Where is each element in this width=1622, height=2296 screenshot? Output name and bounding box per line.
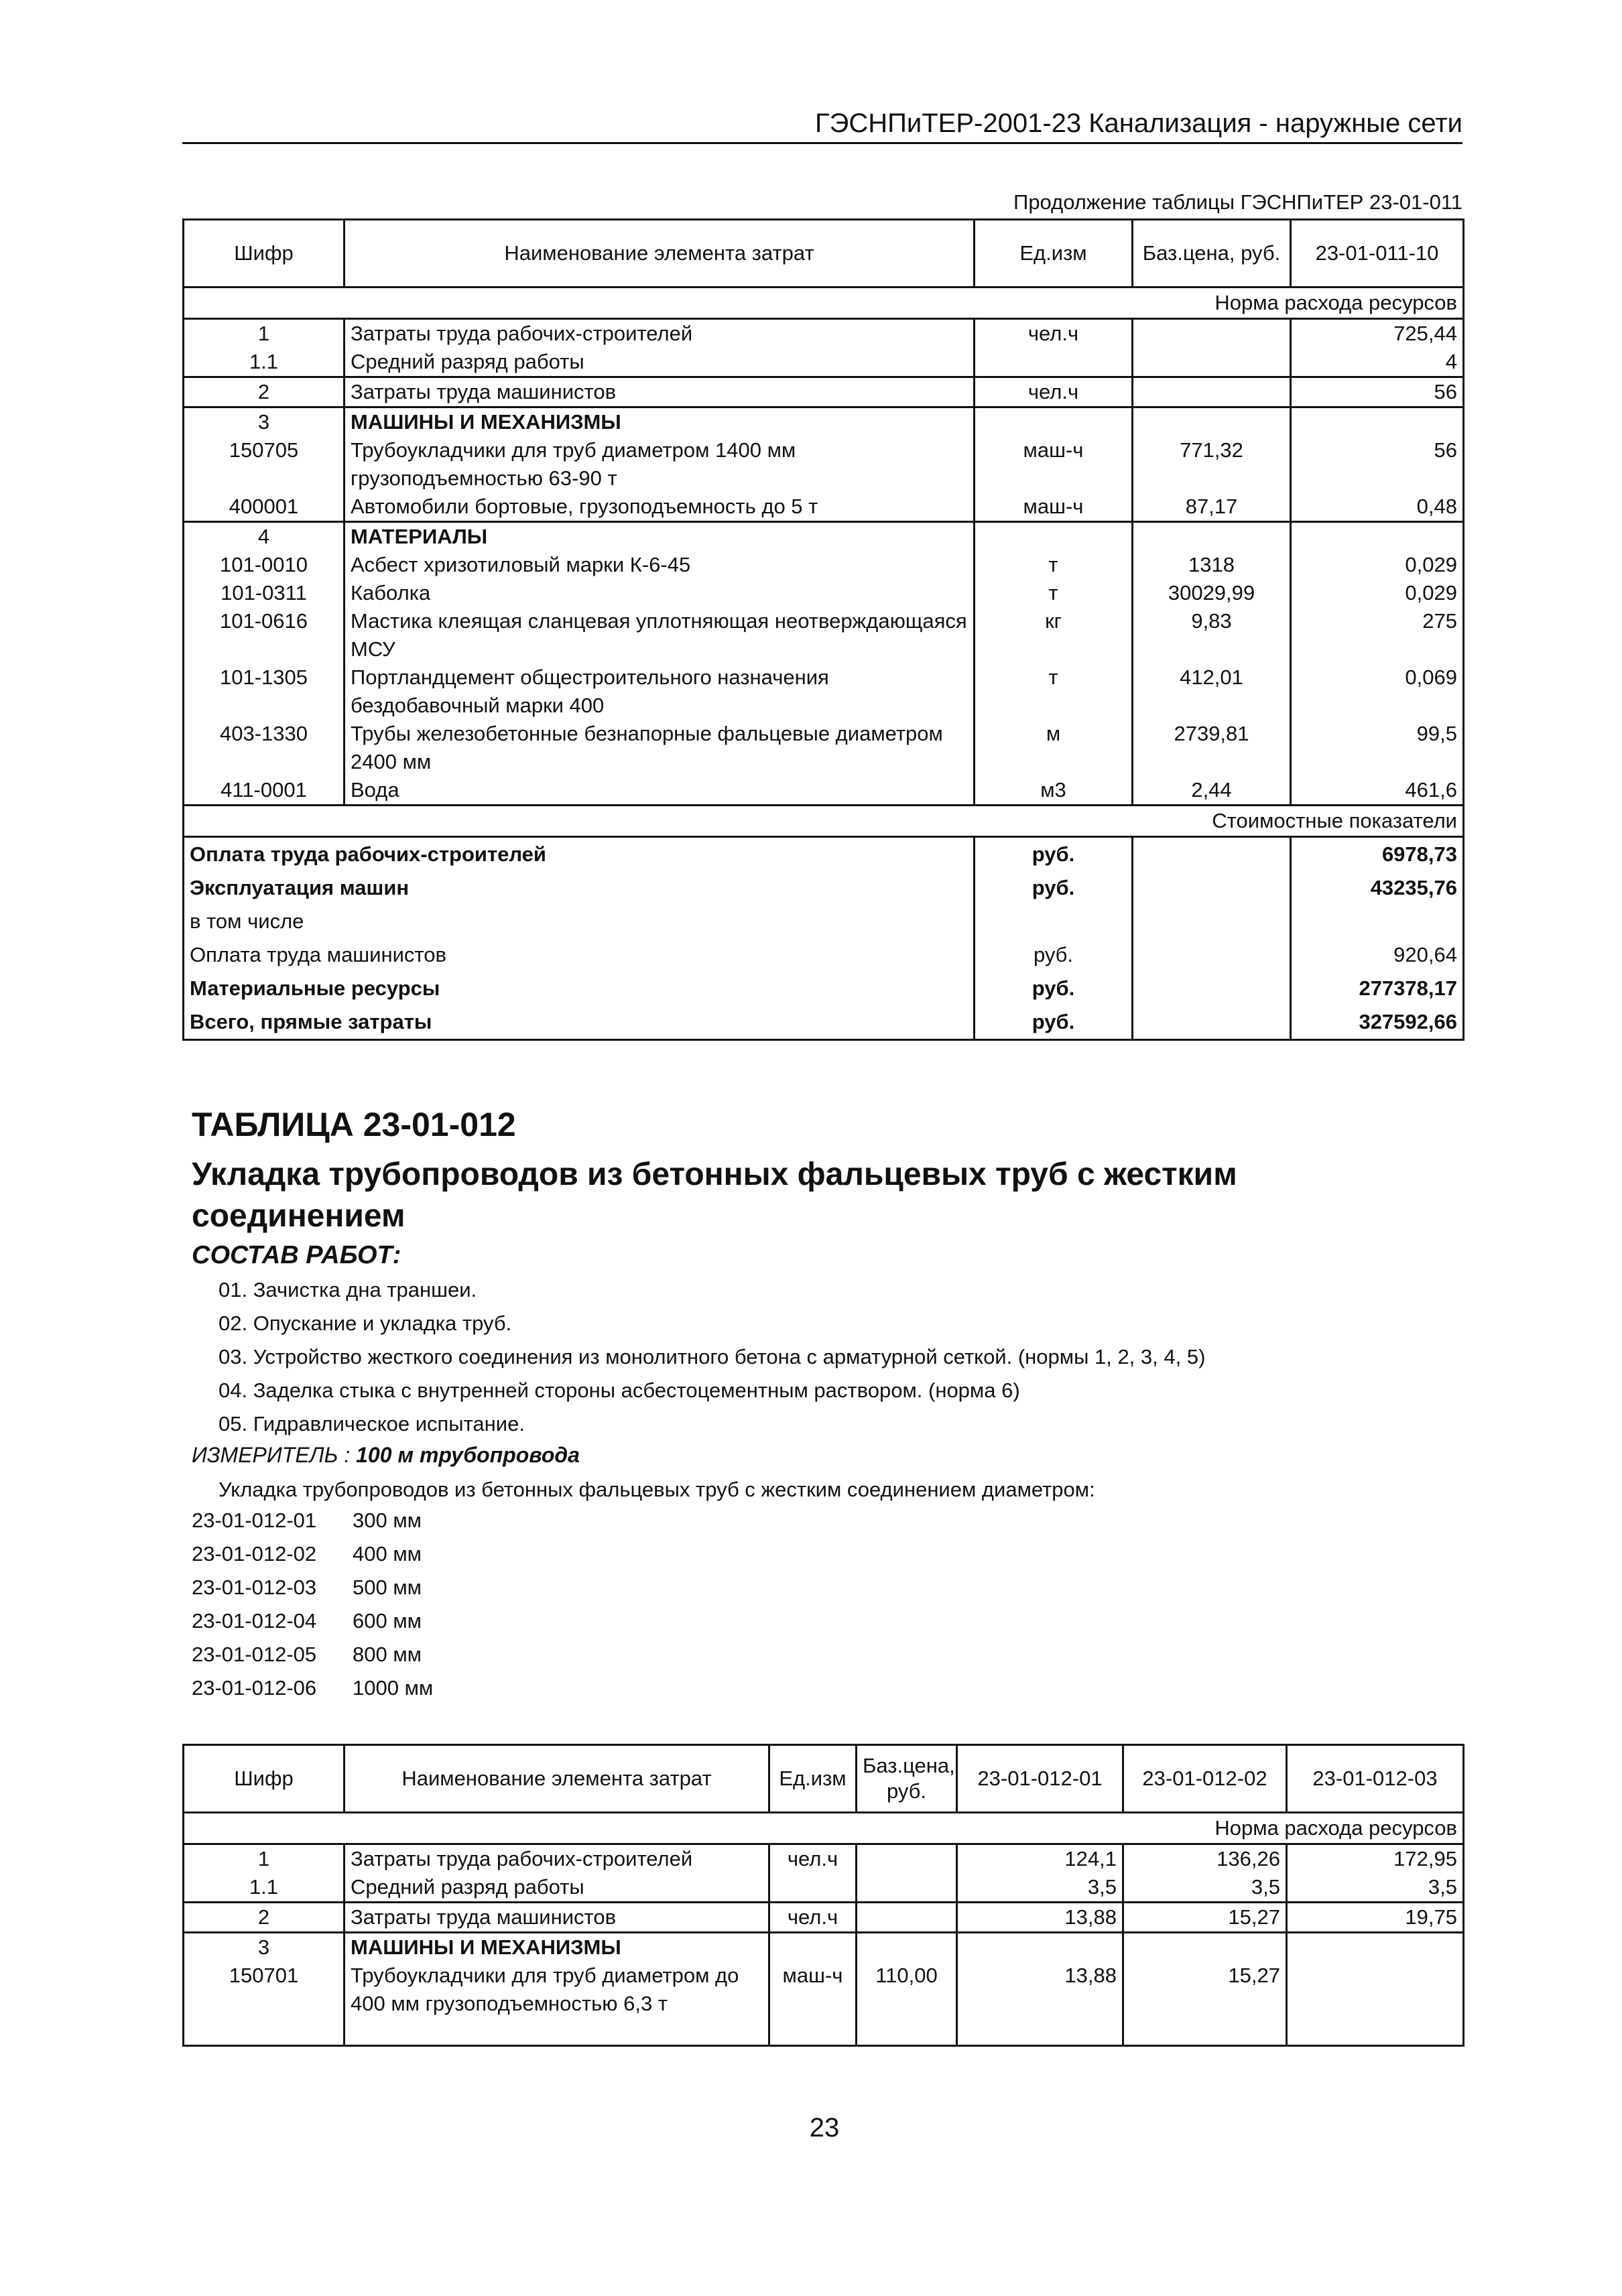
cell-name: Затраты труда рабочих-строителей	[345, 1844, 769, 1874]
cell-unit: чел.ч	[975, 319, 1133, 348]
cell-code: 3	[184, 407, 345, 437]
norm-code: 23-01-012-03	[192, 1576, 317, 1599]
total-name: Оплата труда машинистов	[184, 938, 975, 972]
total-row	[184, 837, 1464, 872]
cell-name: Портландцемент общестроительного назначения бездобавочный марки 400	[345, 663, 975, 720]
cell-code: 150701	[184, 1962, 345, 2018]
cell-unit	[975, 407, 1133, 437]
diameter-value: 400 мм	[353, 1542, 422, 1566]
cell-code: 411-0001	[184, 776, 345, 806]
section-subtitle: Укладка трубопроводов из бетонных фальцевых труб с жестким соединением	[192, 1157, 1237, 1234]
diameter-value: 800 мм	[353, 1643, 422, 1666]
cell-value	[1287, 1962, 1464, 2018]
column-header-unit: Ед.изм	[769, 1745, 857, 1813]
cell-code: 1.1	[184, 1873, 345, 1903]
column-header-norm-2: 23-01-012-02	[1123, 1745, 1287, 1813]
total-unit: руб.	[975, 871, 1133, 905]
cell-code: 101-0311	[184, 579, 345, 607]
norm-label: Норма расхода ресурсов	[184, 288, 1464, 319]
cell-price	[857, 1844, 957, 1874]
cell-name: Трубоукладчики для труб диаметром 1400 мм грузоподъемностью 63-90 т	[345, 436, 975, 493]
column-header-unit: Ед.изм	[975, 220, 1133, 288]
cell-unit: чел.ч	[769, 1844, 857, 1874]
cell-value: 3,5	[1123, 1873, 1287, 1903]
list-item	[192, 1504, 433, 1537]
total-row	[184, 905, 1464, 938]
table-row	[184, 1844, 1464, 1874]
total-name: Эксплуатация машин	[184, 871, 975, 905]
cell-name: Трубоукладчики для труб диаметром до 400 мм грузоподъемностью 6,3 т	[345, 1962, 769, 2018]
total-name: Всего, прямые затраты	[184, 1005, 975, 1040]
total-value: 277378,17	[1291, 972, 1464, 1005]
page-header: ГЭСНПиТЕР-2001-23 Канализация - наружные сети	[182, 105, 1462, 144]
list-item: 04. Заделка стыка с внутренней стороны асбестоцементным раствором. (норма 6)	[219, 1379, 1020, 1402]
column-header-norm-1: 23-01-012-01	[957, 1745, 1123, 1813]
cell-unit: т	[975, 551, 1133, 579]
column-header-name: Наименование элемента затрат	[345, 220, 975, 288]
cell-price: 2739,81	[1133, 720, 1291, 776]
cell-price: 1318	[1133, 551, 1291, 579]
diameter-value: 500 мм	[353, 1576, 422, 1599]
cell-unit: м3	[975, 776, 1133, 806]
column-header-norm-code: 23-01-011-10	[1291, 220, 1464, 288]
cell-value: 3,5	[957, 1873, 1123, 1903]
cell-unit: маш-ч	[975, 493, 1133, 522]
cell-price	[1133, 348, 1291, 377]
cell-value: 0,029	[1291, 551, 1464, 579]
total-name: Оплата труда рабочих-строителей	[184, 837, 975, 872]
table-row	[184, 1933, 1464, 1962]
cell-unit	[975, 348, 1133, 377]
cell-name: Асбест хризотиловый марки К-6-45	[345, 551, 975, 579]
list-item	[192, 1638, 433, 1671]
measure-value: 100 м трубопровода	[356, 1443, 580, 1467]
list-item	[192, 1604, 433, 1638]
cell-code: 3	[184, 1933, 345, 1962]
cell-name: Средний разряд работы	[345, 1873, 769, 1903]
cell-value: 275	[1291, 607, 1464, 663]
cell-value	[1291, 522, 1464, 552]
cell-price: 30029,99	[1133, 579, 1291, 607]
cell-name: МАТЕРИАЛЫ	[345, 522, 975, 552]
norm-code: 23-01-012-06	[192, 1676, 317, 1700]
total-row	[184, 938, 1464, 972]
table-row	[184, 348, 1464, 377]
total-name: Материальные ресурсы	[184, 972, 975, 1005]
cell-unit: маш-ч	[769, 1962, 857, 2018]
list-item	[192, 1537, 433, 1571]
diameter-value: 600 мм	[353, 1609, 422, 1633]
cell-value: 4	[1291, 348, 1464, 377]
cell-unit	[769, 1933, 857, 1962]
list-item: 03. Устройство жесткого соединения из монолитного бетона с арматурной сеткой. (нормы 1, 2, 3, 4, 5)	[219, 1345, 1206, 1368]
total-price	[1133, 871, 1291, 905]
cell-name: Мастика клеящая сланцевая уплотняющая неотверждающаяся МСУ	[345, 607, 975, 663]
work-list	[219, 1273, 1205, 1441]
cell-code: 101-1305	[184, 663, 345, 720]
cell-value: 124,1	[957, 1844, 1123, 1874]
cell-name: Каболка	[345, 579, 975, 607]
norm-code: 23-01-012-01	[192, 1509, 317, 1532]
total-unit: руб.	[975, 938, 1133, 972]
cell-price: 87,17	[1133, 493, 1291, 522]
cell-unit	[769, 1873, 857, 1903]
total-unit: руб.	[975, 1005, 1133, 1040]
resource-table-1	[182, 218, 1464, 1041]
cell-value: 13,88	[957, 1962, 1123, 2018]
cell-value: 13,88	[957, 1903, 1123, 1933]
cell-price	[1133, 319, 1291, 348]
cell-unit: т	[975, 663, 1133, 720]
table-row	[184, 493, 1464, 522]
cell-value: 136,26	[1123, 1844, 1287, 1874]
table-row	[184, 319, 1464, 348]
filler-cell	[1123, 2018, 1287, 2046]
column-header-code: Шифр	[184, 220, 345, 288]
table-header-row	[184, 220, 1464, 288]
measure-label: ИЗМЕРИТЕЛЬ :	[192, 1443, 351, 1467]
cell-code: 4	[184, 522, 345, 552]
filler-cell	[857, 2018, 957, 2046]
total-price	[1133, 905, 1291, 938]
cell-price	[1133, 407, 1291, 437]
cell-value: 99,5	[1291, 720, 1464, 776]
norm-code: 23-01-012-04	[192, 1609, 317, 1633]
total-row	[184, 1005, 1464, 1040]
column-header-name: Наименование элемента затрат	[345, 1745, 769, 1813]
cell-unit: чел.ч	[975, 377, 1133, 407]
cell-price: 110,00	[857, 1962, 957, 2018]
cell-code: 400001	[184, 493, 345, 522]
diameter-value: 1000 мм	[353, 1676, 434, 1700]
norm-code: 23-01-012-02	[192, 1542, 317, 1566]
table-row	[184, 436, 1464, 493]
total-value: 327592,66	[1291, 1005, 1464, 1040]
cell-value: 461,6	[1291, 776, 1464, 806]
total-price	[1133, 938, 1291, 972]
cell-name: МАШИНЫ И МЕХАНИЗМЫ	[345, 1933, 769, 1962]
cell-unit: т	[975, 579, 1133, 607]
filler-cell	[769, 2018, 857, 2046]
cell-price	[1133, 377, 1291, 407]
work-composition-label: СОСТАВ РАБОТ:	[192, 1241, 401, 1269]
diameter-value: 300 мм	[353, 1509, 422, 1532]
cell-value: 0,029	[1291, 579, 1464, 607]
filler-cell	[184, 2018, 345, 2046]
table-row	[184, 522, 1464, 552]
total-value: 920,64	[1291, 938, 1464, 972]
table-row	[184, 663, 1464, 720]
cell-value	[1291, 407, 1464, 437]
table-continuation-caption: Продолжение таблицы ГЭСНПиТЕР 23-01-011	[1013, 190, 1462, 214]
resource-table-2	[182, 1744, 1464, 2047]
column-header-norm-3: 23-01-012-03	[1287, 1745, 1464, 1813]
total-price	[1133, 837, 1291, 872]
total-unit: руб.	[975, 972, 1133, 1005]
cell-price: 771,32	[1133, 436, 1291, 493]
cell-unit: маш-ч	[975, 436, 1133, 493]
total-value	[1291, 905, 1464, 938]
measure-line	[192, 1438, 580, 1472]
cell-unit: чел.ч	[769, 1903, 857, 1933]
cell-price: 9,83	[1133, 607, 1291, 663]
column-header-code: Шифр	[184, 1745, 345, 1813]
diameter-code-list	[192, 1504, 433, 1705]
cell-value	[1123, 1933, 1287, 1962]
filler-cell	[1287, 2018, 1464, 2046]
total-unit	[975, 905, 1133, 938]
cell-value: 15,27	[1123, 1962, 1287, 2018]
total-price	[1133, 972, 1291, 1005]
table-row	[184, 407, 1464, 437]
cell-name: МАШИНЫ И МЕХАНИЗМЫ	[345, 407, 975, 437]
table-row	[184, 579, 1464, 607]
cell-value	[1287, 1933, 1464, 1962]
cell-code: 1.1	[184, 348, 345, 377]
cell-price: 412,01	[1133, 663, 1291, 720]
table-row	[184, 1962, 1464, 2018]
table-row	[184, 776, 1464, 806]
cell-unit: кг	[975, 607, 1133, 663]
cell-value: 19,75	[1287, 1903, 1464, 1933]
norm-code: 23-01-012-05	[192, 1643, 317, 1666]
table-row	[184, 720, 1464, 776]
total-price	[1133, 1005, 1291, 1040]
table-row	[184, 551, 1464, 579]
total-value: 43235,76	[1291, 871, 1464, 905]
norm-label-row	[184, 1813, 1464, 1844]
cell-code: 1	[184, 319, 345, 348]
cell-unit: м	[975, 720, 1133, 776]
cell-value: 0,48	[1291, 493, 1464, 522]
cell-code: 2	[184, 1903, 345, 1933]
filler-cell	[345, 2018, 769, 2046]
list-item: 05. Гидравлическое испытание.	[219, 1412, 525, 1436]
list-item: 02. Опускание и укладка труб.	[219, 1312, 512, 1335]
filler-cell	[957, 2018, 1123, 2046]
cell-value	[957, 1933, 1123, 1962]
cell-price	[857, 1873, 957, 1903]
cell-price: 2,44	[1133, 776, 1291, 806]
cell-value: 172,95	[1287, 1844, 1464, 1874]
cell-name: Затраты труда машинистов	[345, 1903, 769, 1933]
table-filler-row	[184, 2018, 1464, 2046]
table-header-row	[184, 1745, 1464, 1813]
table-row	[184, 607, 1464, 663]
cell-value: 56	[1291, 377, 1464, 407]
diameter-intro: Укладка трубопроводов из бетонных фальцевых труб с жестким соединением диаметром:	[219, 1478, 1095, 1501]
cell-value: 0,069	[1291, 663, 1464, 720]
cost-label-row	[184, 806, 1464, 837]
cell-name: Вода	[345, 776, 975, 806]
page-number: 23	[809, 2113, 840, 2143]
cell-code: 1	[184, 1844, 345, 1874]
cell-name: Затраты труда рабочих-строителей	[345, 319, 975, 348]
cell-name: Трубы железобетонные безнапорные фальцевые диаметром 2400 мм	[345, 720, 975, 776]
cell-value: 3,5	[1287, 1873, 1464, 1903]
table-row	[184, 377, 1464, 407]
cell-price	[857, 1903, 957, 1933]
list-item: 01. Зачистка дна траншеи.	[219, 1278, 477, 1301]
cell-value: 15,27	[1123, 1903, 1287, 1933]
table-row	[184, 1903, 1464, 1933]
table-row	[184, 1873, 1464, 1903]
cell-code: 403-1330	[184, 720, 345, 776]
total-value: 6978,73	[1291, 837, 1464, 872]
total-unit: руб.	[975, 837, 1133, 872]
norm-label: Норма расхода ресурсов	[184, 1813, 1464, 1844]
cell-name: Автомобили бортовые, грузоподъемность до 5 т	[345, 493, 975, 522]
column-header-price: Баз.цена, руб.	[1133, 220, 1291, 288]
cell-name: Средний разряд работы	[345, 348, 975, 377]
total-row	[184, 972, 1464, 1005]
total-row	[184, 871, 1464, 905]
cell-value: 725,44	[1291, 319, 1464, 348]
list-item	[192, 1671, 433, 1705]
cell-code: 2	[184, 377, 345, 407]
section-title: ТАБЛИЦА 23-01-012	[192, 1106, 516, 1143]
list-item	[192, 1571, 433, 1604]
cell-unit	[975, 522, 1133, 552]
total-name: в том числе	[184, 905, 975, 938]
cell-value: 56	[1291, 436, 1464, 493]
cost-indicators-label: Стоимостные показатели	[184, 806, 1464, 837]
cell-code: 101-0616	[184, 607, 345, 663]
column-header-price: Баз.цена, руб.	[857, 1745, 957, 1813]
cell-code: 150705	[184, 436, 345, 493]
cell-code: 101-0010	[184, 551, 345, 579]
cell-price	[1133, 522, 1291, 552]
cell-price	[857, 1933, 957, 1962]
norm-label-row	[184, 288, 1464, 319]
cell-name: Затраты труда машинистов	[345, 377, 975, 407]
